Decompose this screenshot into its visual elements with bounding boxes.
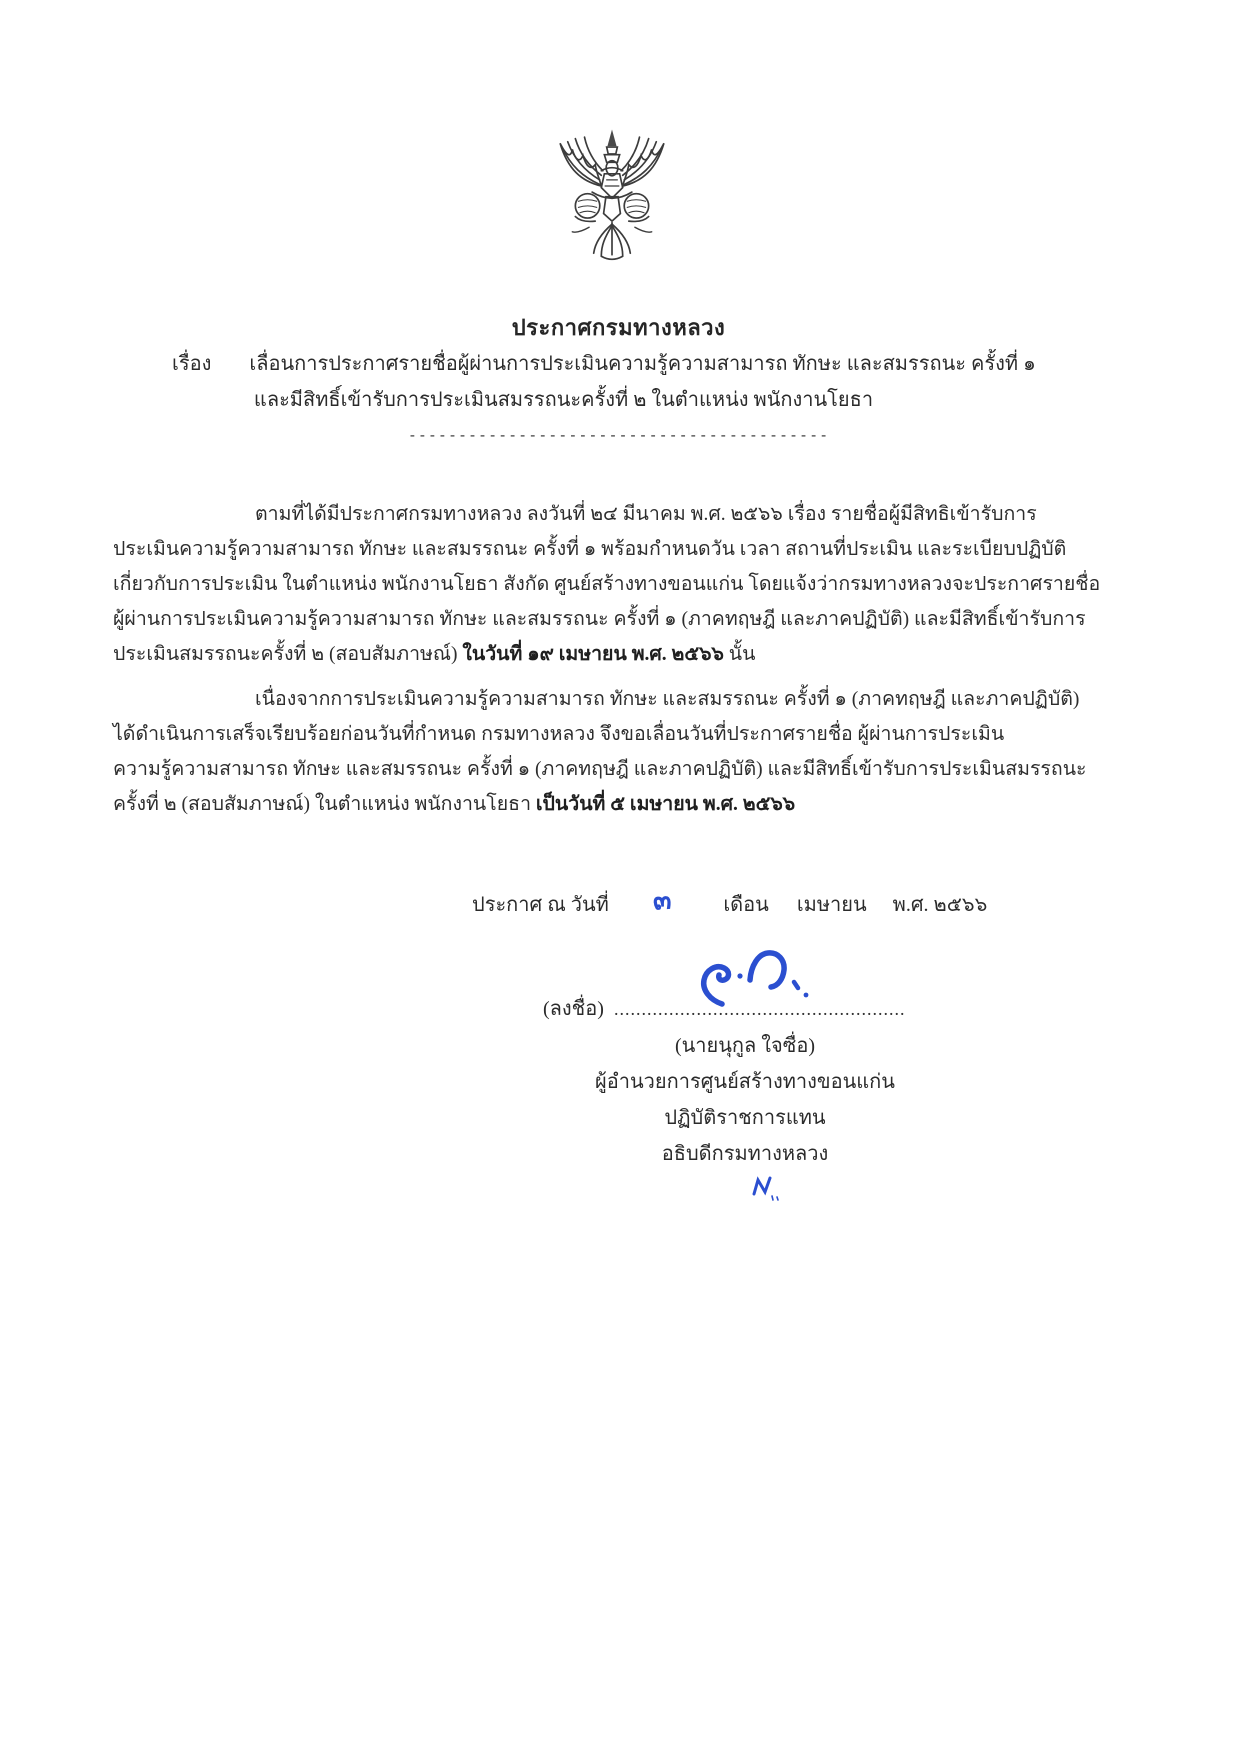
paragraph-line: ได้ดำเนินการเสร็จเรียบร้อยก่อนวันที่กำหนด กรมทางหลวง จึงขอเลื่อนวันที่ประกาศรายชื่อ ผู้ผ่านการประเมิน [113,724,1005,745]
proclamation-prefix: ประกาศ ณ วันที่ [472,894,609,916]
signer-name: (นายนุกูล ใจซื่อ) [674,1035,816,1057]
proclamation-line [472,880,987,923]
ink-flourish-mark [748,1172,782,1206]
highlighted-date: เป็นวันที่ ๕ เมษายน พ.ศ. ๒๕๖๖ [535,794,796,815]
paragraph-text: ประเมินสมรรถนะครั้งที่ ๒ (สอบสัมภาษณ์) [113,644,463,665]
garuda-emblem-icon [528,126,696,272]
paragraph-text: นั้น [723,644,756,665]
handwritten-day: ๓ [651,884,673,917]
year-value: พ.ศ. ๒๕๖๖ [892,894,988,916]
divider-dashes: ------------------------------------------ [407,426,830,444]
month-label: เดือน [723,894,769,916]
document-title: ประกาศกรมทางหลวง [511,315,726,340]
signer-authority: อธิบดีกรมทางหลวง [661,1143,829,1165]
signer-position: ผู้อำนวยการศูนย์สร้างทางขอนแก่น [595,1071,895,1093]
subject-label: เรื่อง [172,353,212,375]
subject-row [172,347,1036,379]
subject-line1: เลื่อนการประกาศรายชื่อผู้ผ่านการประเมินความรู้ความสามารถ ทักษะ และสมรรถนะ ครั้งที่ ๑ [249,353,1036,375]
paragraph-line: ประเมินความรู้ความสามารถ ทักษะ และสมรรถนะ ครั้งที่ ๑ พร้อมกำหนดวัน เวลา สถานที่ประเมิน และระเบียบปฏิบัติ [113,539,1067,560]
paragraph-line: ผู้ผ่านการประเมินความรู้ความสามารถ ทักษะ และสมรรถนะ ครั้งที่ ๑ (ภาคทฤษฎี และภาคปฏิบัติ) และมีสิทธิ์เข้ารับการ [113,609,1086,630]
signer-block [545,1028,945,1172]
paragraph-line: ตามที่ได้มีประกาศกรมทางหลวง ลงวันที่ ๒๔ มีนาคม พ.ศ. ๒๕๖๖ เรื่อง รายชื่อผู้มีสิทธิเข้ารับการ [255,504,1037,525]
paragraph-line: เกี่ยวกับการประเมิน ในตำแหน่ง พนักงานโยธา สังกัด ศูนย์สร้างทางขอนแก่น โดยแจ้งว่ากรมทางหลวงจะประกาศรายชื่อ [113,574,1101,595]
paragraph-line: เนื่องจากการประเมินความรู้ความสามารถ ทักษะ และสมรรถนะ ครั้งที่ ๑ (ภาคทฤษฎี และภาคปฏิบัติ) [255,689,1080,710]
month-value: เมษายน [796,894,867,916]
signature-dotted-line: ..................................................... [613,999,906,1019]
sign-row [543,992,905,1024]
paragraph-line: ความรู้ความสามารถ ทักษะ และสมรรถนะ ครั้งที่ ๑ (ภาคทฤษฎี และภาคปฏิบัติ) และมีสิทธิ์เข้ารับการประเมินสมรรถนะ [113,759,1087,780]
signer-acting-for: ปฏิบัติราชการแทน [664,1107,826,1129]
paragraph-text: ครั้งที่ ๒ (สอบสัมภาษณ์) ในตำแหน่ง พนักงานโยธา [113,794,536,815]
subject-line2: และมีสิทธิ์เข้ารับการประเมินสมรรถนะครั้งที่ ๒ ในตำแหน่ง พนักงานโยธา [253,389,874,411]
sign-label: (ลงชื่อ) [543,998,604,1020]
highlighted-date: ในวันที่ ๑๙ เมษายน พ.ศ. ๒๕๖๖ [462,644,724,665]
paragraph-line [113,787,1142,822]
paragraph-2 [113,682,1142,822]
paragraph-line [113,637,1142,672]
paragraph-1 [113,497,1142,672]
